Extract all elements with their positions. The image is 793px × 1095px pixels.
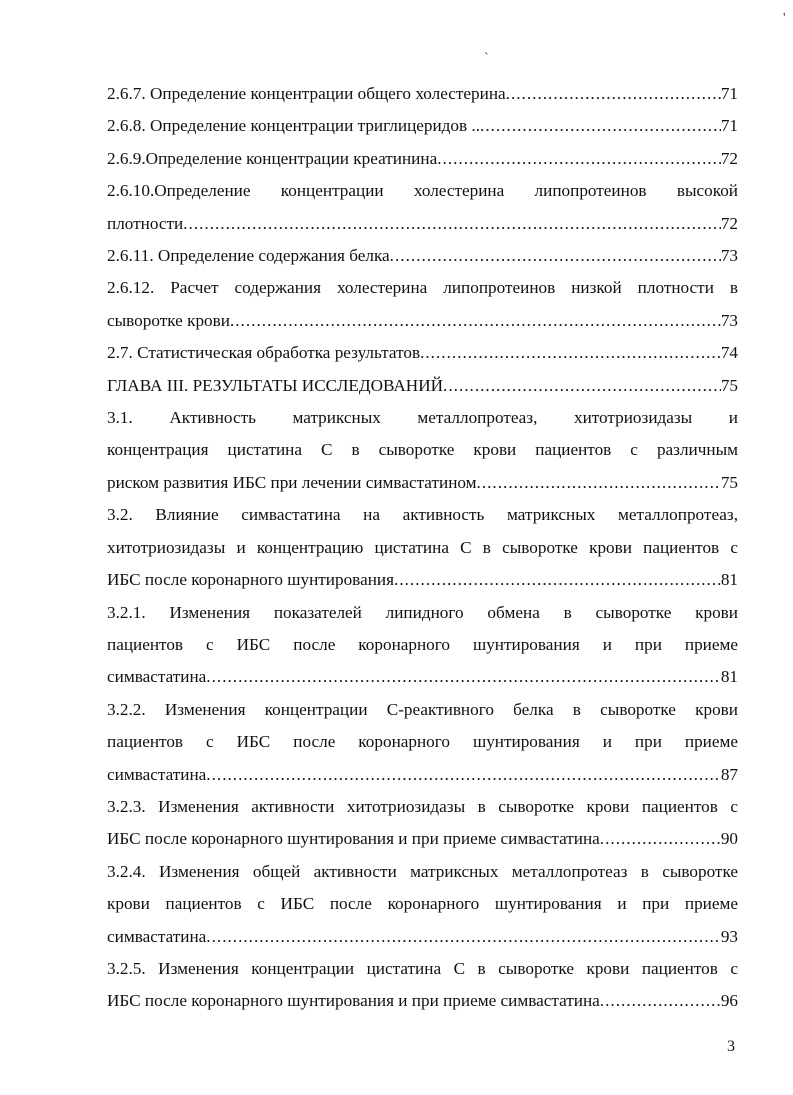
toc-entry <box>107 953 738 1018</box>
toc-page-number: 81 <box>720 570 738 590</box>
toc-page-number: 72 <box>720 148 738 168</box>
toc-line <box>107 694 738 726</box>
toc-line <box>107 499 738 531</box>
toc-entry <box>107 370 738 402</box>
toc-line <box>107 434 738 466</box>
dot-leader <box>437 143 721 175</box>
toc-page-number: 81 <box>720 667 738 687</box>
page-number: 3 <box>727 1038 735 1055</box>
toc-entry-text: плотности <box>107 213 184 233</box>
dot-leader <box>480 110 721 142</box>
toc-entry <box>107 240 738 272</box>
toc-entry-text: симвастатина <box>107 764 207 784</box>
toc-entry-text: 2.6.8. Определение концентрации триглицеридов .. <box>107 116 481 136</box>
toc-entry-text: сыворотке крови <box>107 310 230 330</box>
toc-entry-text: ИБС после коронарного шунтирования и при приеме симвастатина <box>107 829 600 849</box>
toc-line <box>107 143 738 175</box>
toc-entry-text: 3.2.1. Изменения показателей липидного обмена в сыворотке крови <box>107 602 738 622</box>
table-of-contents <box>107 78 738 1018</box>
toc-line <box>107 337 738 369</box>
toc-line <box>107 888 738 920</box>
toc-entry <box>107 499 738 596</box>
toc-entry <box>107 402 738 499</box>
toc-line <box>107 759 738 791</box>
dot-leader <box>390 240 721 272</box>
toc-entry <box>107 337 738 369</box>
toc-entry-text: риском развития ИБС при лечении симвастатином <box>107 472 477 492</box>
toc-entry-text: пациентов с ИБС после коронарного шунтирования и при приеме <box>107 732 738 752</box>
toc-entry <box>107 694 738 791</box>
toc-page-number: 93 <box>720 926 738 946</box>
toc-entry <box>107 110 738 142</box>
toc-line <box>107 402 738 434</box>
toc-line <box>107 564 738 596</box>
dot-leader <box>506 78 721 110</box>
toc-page-number: 74 <box>720 343 738 363</box>
toc-page-number: 71 <box>720 84 738 103</box>
dot-leader <box>206 921 721 953</box>
toc-entry <box>107 78 738 110</box>
corner-tick-mark: ' <box>783 11 786 26</box>
toc-page-number: 71 <box>720 116 738 136</box>
toc-entry-text: крови пациентов с ИБС после коронарного шунтирования и при приеме <box>107 894 738 914</box>
toc-line <box>107 240 738 272</box>
toc-entry-text: ИБС после коронарного шунтирования <box>107 570 395 590</box>
dot-leader <box>477 467 721 499</box>
toc-entry-text: ИБС после коронарного шунтирования и при приеме симвастатина <box>107 991 600 1011</box>
toc-line <box>107 467 738 499</box>
toc-entry-text: хитотриозидазы и концентрацию цистатина С в сыворотке крови пациентов с <box>107 537 738 557</box>
toc-entry-text: 2.6.9.Определение концентрации креатинина <box>107 148 438 168</box>
toc-page-number: 87 <box>720 764 738 784</box>
toc-line <box>107 856 738 888</box>
toc-line <box>107 629 738 661</box>
dot-leader <box>600 985 721 1017</box>
toc-entry-text: пациентов с ИБС после коронарного шунтирования и при приеме <box>107 634 738 654</box>
toc-entry-text: 2.6.12. Расчет содержания холестерина липопротеинов низкой плотности в <box>107 278 738 298</box>
toc-line <box>107 597 738 629</box>
toc-entry-text: 2.6.10.Определение концентрации холестерина липопротеинов высокой <box>107 181 738 201</box>
toc-entry-text: 3.2.5. Изменения концентрации цистатина С в сыворотке крови пациентов с <box>107 958 738 978</box>
toc-entry <box>107 175 738 240</box>
toc-entry <box>107 143 738 175</box>
toc-page-number: 90 <box>720 829 738 849</box>
toc-line <box>107 305 738 337</box>
toc-entry-text: 3.2.2. Изменения концентрации С-реактивного белка в сыворотке крови <box>107 699 738 719</box>
toc-page-number: 73 <box>720 246 738 266</box>
toc-line <box>107 921 738 953</box>
toc-line <box>107 272 738 304</box>
toc-line <box>107 726 738 758</box>
dot-leader <box>206 661 721 693</box>
toc-entry <box>107 272 738 337</box>
dot-leader <box>600 823 721 855</box>
toc-entry-text: 2.6.11. Определение содержания белка <box>107 246 390 266</box>
toc-line <box>107 175 738 207</box>
toc-line <box>107 370 738 402</box>
toc-page-number: 75 <box>720 375 738 395</box>
dot-leader <box>394 564 721 596</box>
toc-entry-text: симвастатина <box>107 926 207 946</box>
toc-line <box>107 985 738 1017</box>
toc-entry-text: 2.7. Статистическая обработка результатов <box>107 343 421 363</box>
toc-entry-text: ГЛАВА III. РЕЗУЛЬТАТЫ ИССЛЕДОВАНИЙ <box>107 375 444 395</box>
toc-page-number: 72 <box>720 213 738 233</box>
dot-leader <box>420 337 721 369</box>
toc-line <box>107 110 738 142</box>
dot-leader <box>443 370 721 402</box>
toc-entry <box>107 597 738 694</box>
dot-leader <box>206 759 721 791</box>
toc-line <box>107 78 738 110</box>
toc-line <box>107 661 738 693</box>
toc-entry <box>107 856 738 953</box>
toc-entry-text: 3.2.3. Изменения активности хитотриозидазы в сыворотке крови пациентов с <box>107 796 738 816</box>
toc-entry-text: концентрация цистатина С в сыворотке крови пациентов с различным <box>107 440 738 460</box>
dot-leader <box>183 208 721 240</box>
toc-line <box>107 953 738 985</box>
toc-entry-text: 3.2.4. Изменения общей активности матриксных металлопротеаз в сыворотке <box>107 861 738 881</box>
toc-page-number: 73 <box>720 310 738 330</box>
toc-entry-text: симвастатина <box>107 667 207 687</box>
toc-line <box>107 823 738 855</box>
dot-leader <box>230 305 721 337</box>
toc-page-number: 96 <box>720 991 738 1011</box>
toc-entry-text: 3.2. Влияние симвастатина на активность матриксных металлопротеаз, <box>107 505 738 525</box>
toc-entry-text: 2.6.7. Определение концентрации общего холестерина <box>107 84 506 103</box>
top-tick-mark: ` <box>484 51 489 66</box>
toc-line <box>107 791 738 823</box>
toc-page-number: 75 <box>720 472 738 492</box>
toc-line <box>107 208 738 240</box>
toc-entry-text: 3.1. Активность матриксных металлопротеаз, хитотриозидазы и <box>107 408 738 428</box>
toc-entry <box>107 791 738 856</box>
toc-line <box>107 532 738 564</box>
